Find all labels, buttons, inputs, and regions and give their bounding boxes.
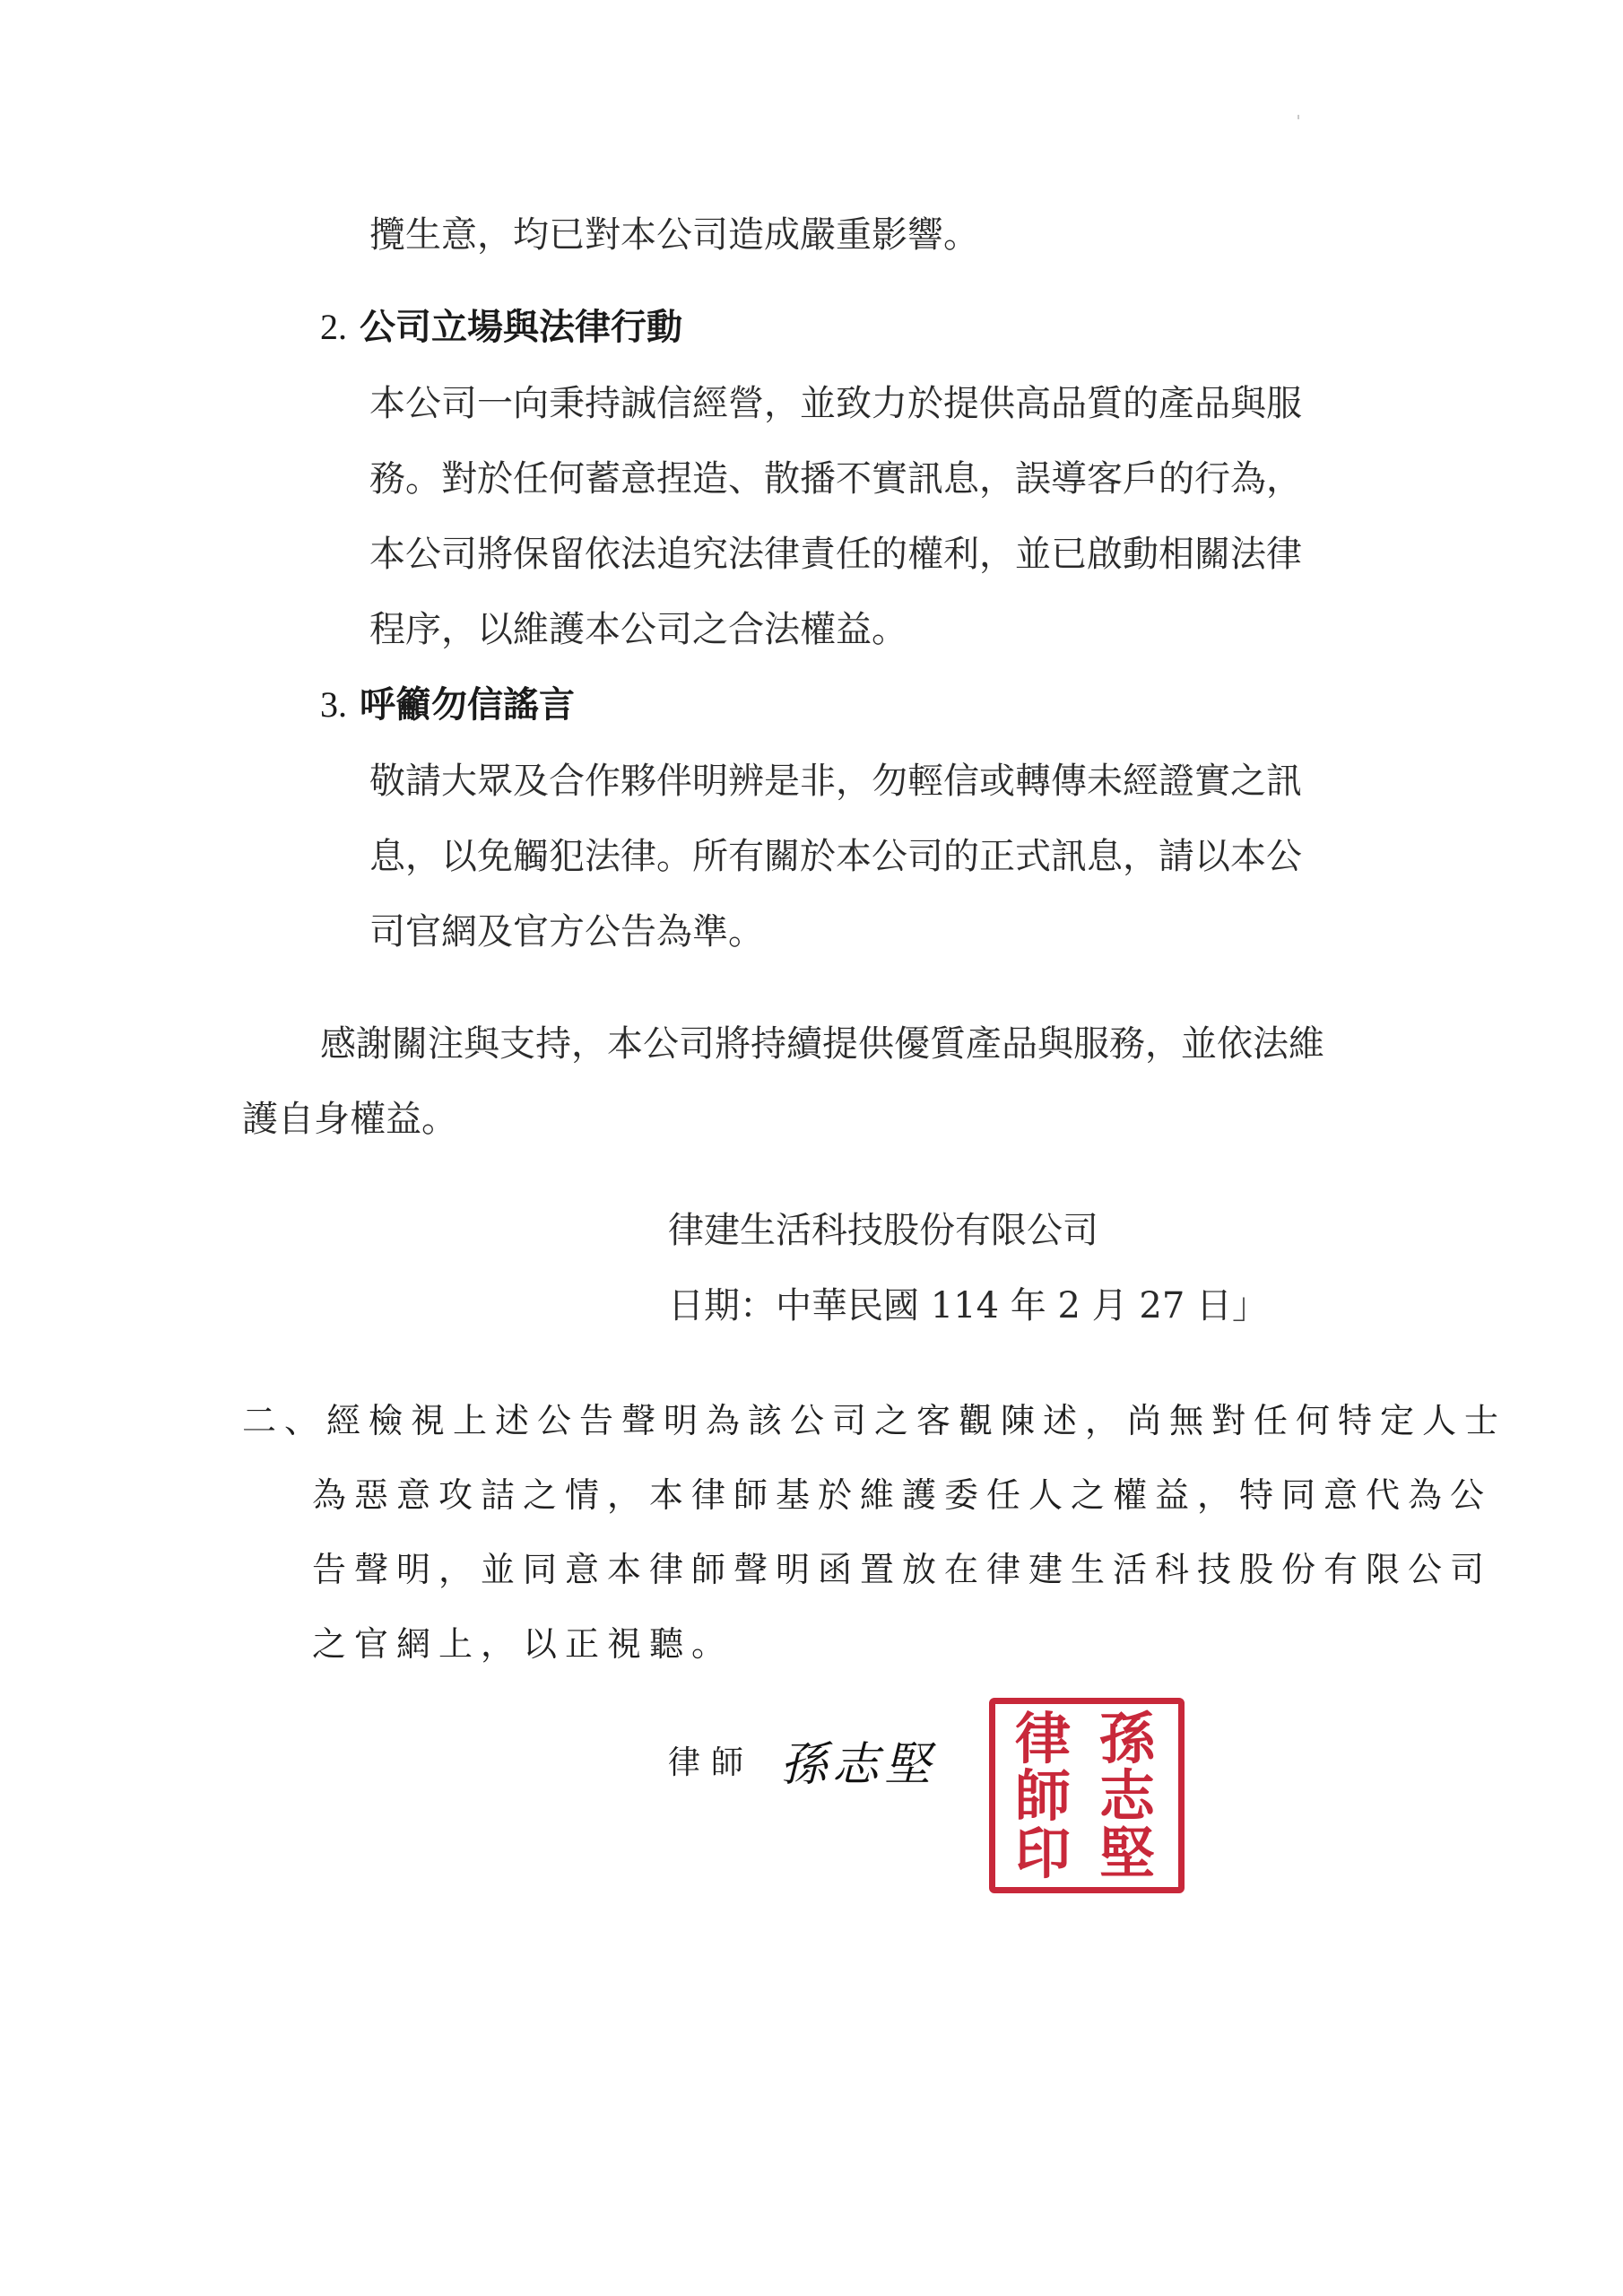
signature-label: 律師 bbox=[668, 1744, 755, 1781]
closing-line: 感謝關注與支持，本公司將持續提供優質產品與服務，並依法維 bbox=[320, 1023, 1324, 1065]
statement-line: 為惡意攻詰之情，本律師基於維護委任人之權益，特同意代為公 bbox=[312, 1475, 1493, 1515]
closing-line: 護自身權益。 bbox=[242, 1099, 457, 1140]
section-heading-2 bbox=[320, 307, 682, 348]
seal-char: 堅 bbox=[1099, 1821, 1156, 1886]
company-name: 律建生活科技股份有限公司 bbox=[668, 1210, 1098, 1251]
heading-number: 3. bbox=[320, 684, 347, 725]
body-line: 敬請大眾及合作夥伴明辨是非，勿輕信或轉傳未經證實之訊 bbox=[369, 761, 1302, 802]
body-line: 程序，以維護本公司之合法權益。 bbox=[369, 609, 907, 650]
seal-char: 印 bbox=[1015, 1821, 1072, 1886]
body-line: 本公司一向秉持誠信經營，並致力於提供高品質的產品與服 bbox=[369, 383, 1302, 424]
statement-line: 告聲明，並同意本律師聲明函置放在律建生活科技股份有限公司 bbox=[312, 1550, 1493, 1589]
seal-char: 律 bbox=[1015, 1706, 1072, 1771]
body-line: 務。對於任何蓄意捏造、散播不實訊息，誤導客戶的行為， bbox=[369, 458, 1302, 500]
body-line: 息，以免觸犯法律。所有關於本公司的正式訊息，請以本公 bbox=[369, 836, 1302, 877]
section-heading-3 bbox=[320, 684, 575, 726]
body-line: 司官網及官方公告為準。 bbox=[369, 911, 764, 952]
lawyer-seal-stamp bbox=[989, 1698, 1185, 1893]
statement-line: 之官網上，以正視聽。 bbox=[312, 1624, 734, 1664]
seal-char: 孫 bbox=[1099, 1706, 1156, 1771]
seal-char: 志 bbox=[1099, 1763, 1156, 1829]
signature-name: 孫志堅 bbox=[780, 1738, 937, 1792]
date-line: 日期：中華民國 114 年 2 月 27 日」 bbox=[668, 1285, 1268, 1326]
scan-speck bbox=[1298, 115, 1299, 119]
body-line: 攬生意，均已對本公司造成嚴重影響。 bbox=[369, 214, 979, 256]
body-line: 本公司將保留依法追究法律責任的權利，並已啟動相關法律 bbox=[369, 534, 1302, 575]
heading-title: 呼籲勿信謠言 bbox=[360, 684, 575, 726]
seal-char: 師 bbox=[1015, 1763, 1072, 1829]
heading-number: 2. bbox=[320, 307, 347, 347]
heading-title: 公司立場與法律行動 bbox=[360, 307, 682, 348]
statement-line: 二、經檢視上述公告聲明為該公司之客觀陳述，尚無對任何特定人士 bbox=[242, 1401, 1507, 1440]
